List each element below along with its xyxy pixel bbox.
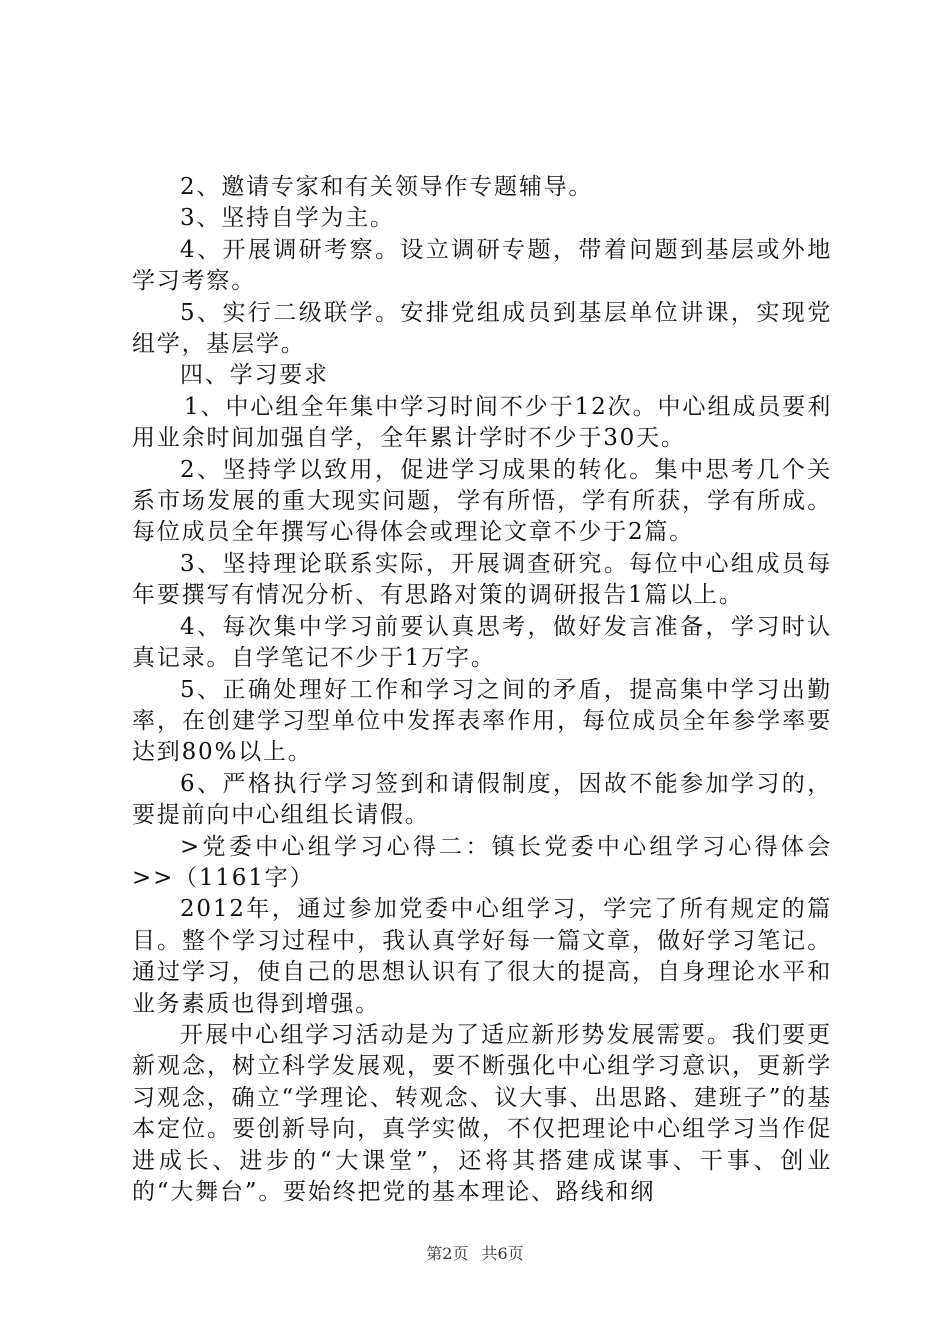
paragraph: 开展中心组学习活动是为了适应新形势发展需要。我们要更新观念，树立科学发展观，要不断强化中心组学习意识，更新学习观念，确立“学理论、转观念、议大事、出思路、建班子”的基本定位。要创新导向，真学实做，不仅把理论中心组学习当作促进成长、进步的“大课堂”，还将其搭建成谋事、干事、创业的“大舞台”。要始终把党的基本理论、路线和纲	[132, 1021, 832, 1205]
paragraph: 2、坚持学以致用，促进学习成果的转化。集中思考几个关系市场发展的重大现实问题，学有所悟，学有所获，学有所成。每位成员全年撰写心得体会或理论文章不少于2篇。	[132, 456, 832, 546]
paragraph: 2012年，通过参加党委中心组学习，学完了所有规定的篇目。整个学习过程中，我认真学好每一篇文章，做好学习笔记。通过学习，使自己的思想认识有了很大的提高，自身理论水平和业务素质也得到增强。	[132, 896, 832, 1017]
page-number: 第2页	[426, 1244, 469, 1263]
paragraph: 5、实行二级联学。安排党组成员到基层单位讲课，实现党组学，基层学。	[132, 299, 832, 358]
paragraph: 4、每次集中学习前要认真思考，做好发言准备，学习时认真记录。自学笔记不少于1万字。	[132, 613, 832, 672]
paragraph: 2、邀请专家和有关领导作专题辅导。	[180, 174, 594, 200]
document-body	[132, 172, 832, 1208]
paragraph: 3、坚持自学为主。	[180, 205, 395, 232]
paragraph: 1、中心组全年集中学习时间不少于12次。中心组成员要利用业余时间加强自学，全年累计学时不少于30天。	[132, 393, 832, 452]
paragraph: 6、严格执行学习签到和请假制度，因故不能参加学习的，要提前向中心组组长请假。	[132, 770, 832, 829]
paragraph: 4、开展调研考察。设立调研专题，带着问题到基层或外地学习考察。	[132, 236, 832, 295]
paragraph: 3、坚持理论联系实际，开展调查研究。每位中心组成员每年要撰写有情况分析、有思路对策的调研报告1篇以上。	[132, 550, 832, 609]
section-heading: 四、学习要求	[180, 362, 329, 389]
page-footer	[0, 1241, 950, 1264]
article-link-title: >党委中心组学习心得二：镇长党委中心组学习心得体会>>（1161字）	[132, 833, 832, 891]
page-total: 共6页	[481, 1244, 524, 1263]
paragraph: 5、正确处理好工作和学习之间的矛盾，提高集中学习出勤率，在创建学习型单位中发挥表率作用，每位成员全年参学率要达到80%以上。	[132, 676, 832, 766]
